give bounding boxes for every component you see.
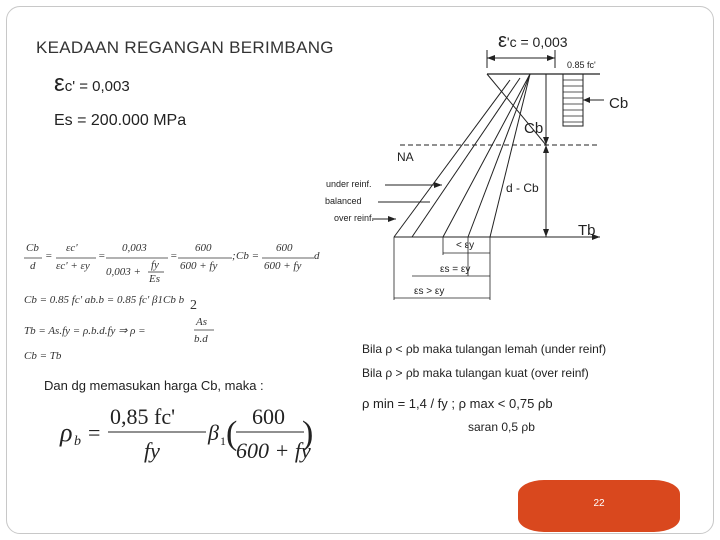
close-paren: ): [302, 415, 314, 452]
epsilon-symbol: ε: [498, 30, 507, 52]
formula-0003-den: 0,003 +: [106, 266, 141, 278]
epsilon-symbol: ε: [54, 70, 65, 97]
beta-subscript: 1: [220, 434, 226, 448]
formula-ec-num: εc': [66, 242, 78, 254]
arrow-head: [547, 55, 555, 61]
strain-profiles: [394, 74, 546, 237]
formula-600fy-den: 600 + fy: [264, 260, 302, 272]
formula-d-den: d: [30, 260, 36, 272]
under-reinf-label: under reinf.: [326, 179, 372, 189]
rho-b-subscript: b: [74, 434, 81, 449]
formula-0003-num: 0,003: [122, 242, 147, 254]
arrow-head: [434, 182, 442, 188]
slide-title: KEADAAN REGANGAN BERIMBANG: [36, 38, 334, 57]
d-minus-cb-label: d - Cb: [506, 181, 539, 195]
es-modulus-label: Es = 200.000 MPa: [54, 112, 187, 129]
stress-block: [563, 74, 583, 126]
rho-den1: fy: [144, 438, 160, 463]
arrow-head: [543, 145, 549, 153]
formula-fy: fy: [151, 259, 159, 271]
stress-label: 0.85 fc': [567, 60, 596, 70]
strain-equal-label: εs = εy: [440, 264, 471, 275]
arrow-head: [583, 97, 590, 103]
bila-over-text: Bila ρ > ρb maka tulangan kuat (over reinf): [362, 366, 589, 380]
cb-force-label: Cb: [609, 95, 629, 112]
formula-as: As: [196, 316, 207, 328]
tb-force-label: Tb: [578, 222, 596, 239]
over-reinf-label: over reinf.: [334, 213, 375, 223]
arrow-head: [543, 137, 549, 145]
formula-600-num: 600: [276, 242, 293, 254]
formula-eq: =: [98, 250, 106, 262]
formula-eq: =: [45, 250, 53, 262]
rho-b-symbol: ρ: [60, 418, 73, 447]
bila-under-text: Bila ρ < ρb maka tulangan lemah (under reinf): [362, 342, 607, 356]
arrow-head: [487, 55, 495, 61]
dan-dg-text: Dan dg memasukan harga Cb, maka :: [44, 378, 264, 393]
arrow-head: [543, 229, 549, 237]
rho-num1: 0,85 fc': [110, 404, 176, 429]
page-number: 22: [593, 498, 605, 509]
stress-block-hatch: [563, 80, 583, 122]
cb-depth-label: Cb: [524, 120, 544, 137]
rho-min-max-text: ρ min = 1,4 / fy ; ρ max < 0,75 ρb: [362, 396, 553, 411]
formula-cb-eq: Cb =: [236, 250, 260, 262]
formula-equilibrium: Cb = Tb: [24, 350, 62, 362]
formula-eq: =: [170, 250, 178, 262]
beta-symbol: β: [208, 420, 219, 445]
formula-ec-den: εc' + εy: [56, 260, 90, 272]
formula-tb-tension: Tb = As.fy = ρ.b.d.fy ⇒ ρ =: [24, 325, 146, 337]
formula-cb-compression: Cb = 0.85 fc' ab.b = 0.85 fc' β1Cb b: [24, 294, 185, 306]
formula-semicolon: ;: [232, 250, 236, 262]
formula-bd: b.d: [194, 333, 208, 345]
rho-den2: 600 + fy: [236, 438, 311, 463]
formula-two: 2: [190, 298, 197, 313]
ec-left-text: c' = 0,003: [64, 78, 130, 95]
formula-cb-num: Cb: [26, 242, 39, 254]
neutral-axis-label: NA: [397, 150, 414, 164]
strain-greater-label: εs > εy: [414, 286, 445, 297]
formula-es: Es: [149, 273, 160, 285]
formula-600-num: 600: [195, 242, 212, 254]
rho-eq-sign: =: [88, 420, 101, 445]
formula-600fy-den: 600 + fy: [180, 260, 218, 272]
open-paren: (: [226, 415, 238, 452]
strain-less-label: < εy: [456, 240, 475, 251]
balanced-label: balanced: [325, 196, 362, 206]
rho-num2: 600: [252, 404, 285, 429]
ec-top-text: 'c = 0,003: [506, 34, 568, 50]
saran-text: saran 0,5 ρb: [468, 420, 535, 434]
formula-d: d: [314, 250, 320, 262]
arrow-head: [388, 216, 396, 222]
